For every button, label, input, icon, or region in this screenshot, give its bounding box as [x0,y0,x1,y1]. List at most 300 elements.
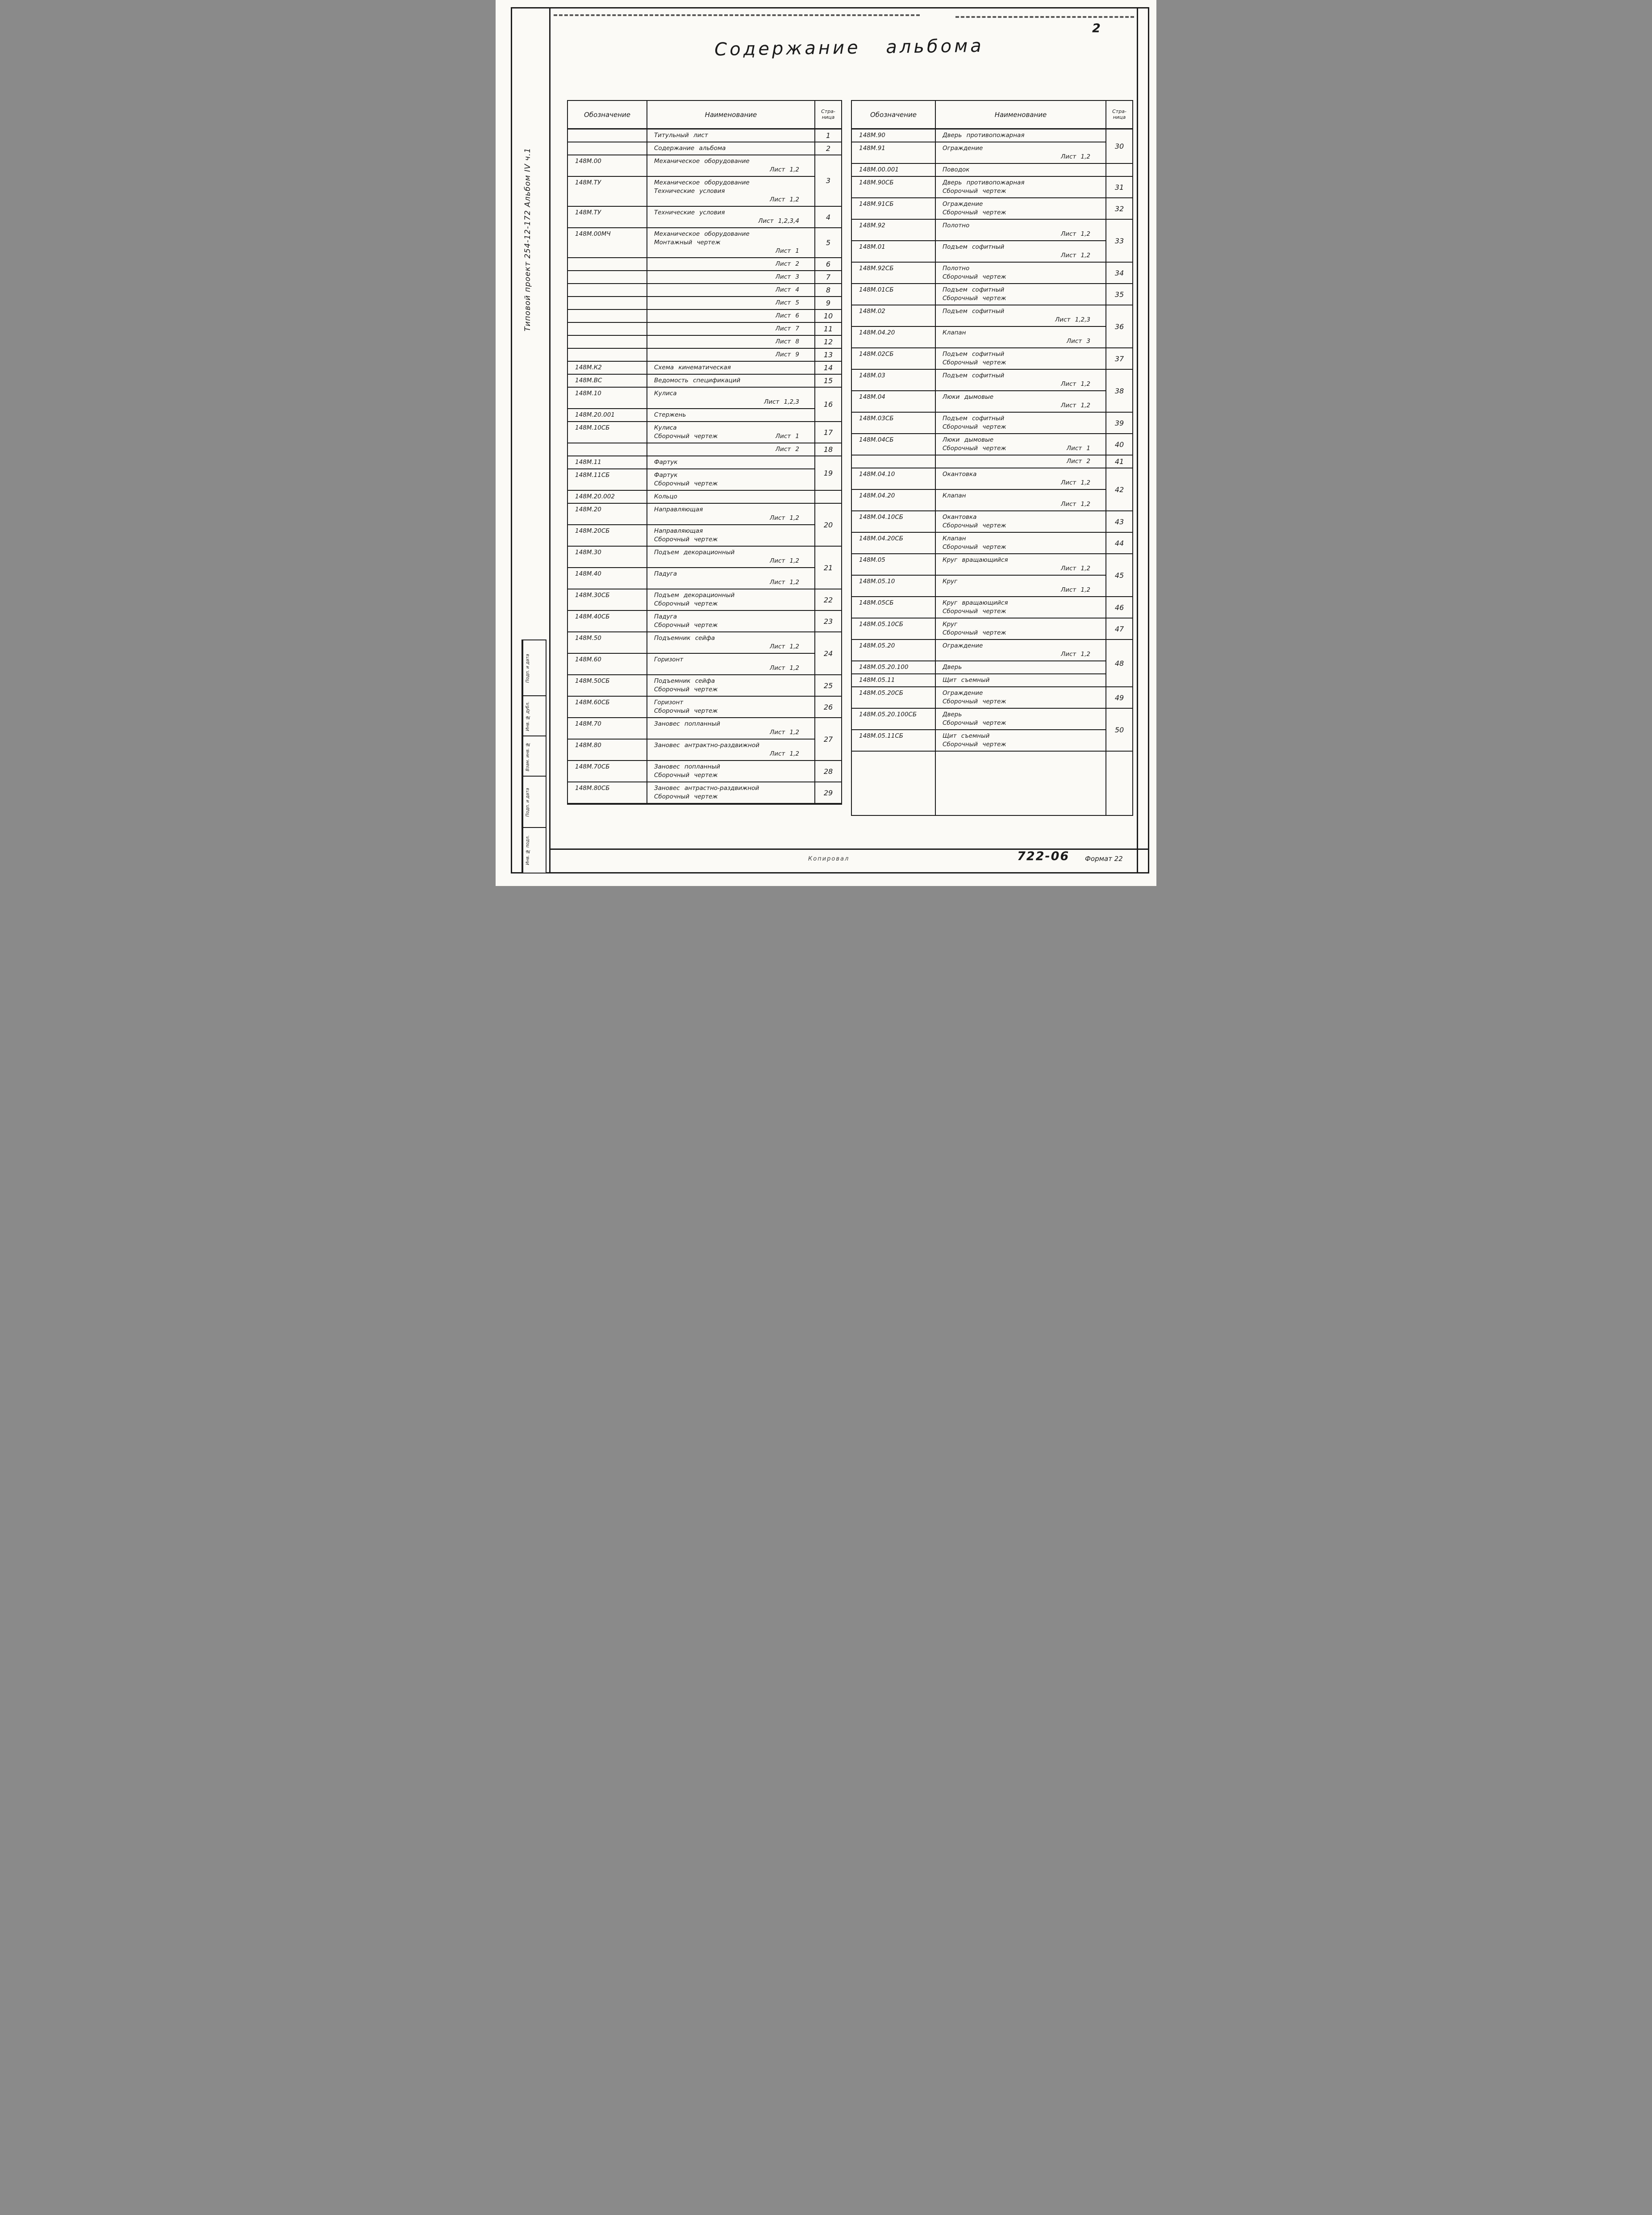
name-text: Люки дымовые [943,436,994,443]
name-cell [936,730,1106,752]
sheet-ref-text: Лист 3 [775,273,799,280]
name-line [943,307,1101,316]
name-line [943,444,1101,453]
name-line [654,364,810,372]
name-text: Ограждение [943,642,983,649]
name-text: Подъем софитный [943,286,1005,293]
name-cell [647,409,815,422]
designation-cell [568,323,647,336]
name-cell [936,198,1106,220]
name-line [654,312,810,320]
name-cell [936,142,1106,164]
name-cell [936,709,1106,730]
name-cell [647,130,815,142]
name-line [943,401,1101,410]
page-number-cell: 10 [815,310,841,323]
name-line [654,273,810,281]
name-line [943,663,1101,672]
sheet-ref-text: Лист 8 [775,338,799,345]
page-number-cell: 11 [815,323,841,336]
designation-cell: 148М.04.20 [852,327,936,348]
page-number-cell: 35 [1106,284,1132,305]
name-line [654,643,810,651]
designation-cell [568,258,647,271]
page-number-cell: 2 [815,142,841,155]
stamp-box-sign-date-2 [521,776,546,829]
page-number-cell: 12 [815,336,841,349]
name-cell [647,155,815,177]
name-cell [936,370,1106,391]
name-cell [647,388,815,409]
name-cell [647,456,815,469]
name-cell [936,597,1106,619]
name-text: Сборочный чертеж [943,188,1006,195]
designation-cell: 148М.70СБ [568,761,647,782]
name-cell [936,511,1106,533]
name-line [654,325,810,333]
stamp-label: Подп. и дата [522,640,532,696]
designation-cell [568,142,647,155]
name-text: Дверь противопожарная [943,132,1025,139]
name-text: Горизонт [654,699,684,706]
footer-format-label: Формат 22 [1085,855,1123,863]
name-line [654,656,810,664]
name-line [943,586,1101,594]
name-text: Сборочный чертеж [943,543,1006,551]
name-line [943,230,1101,238]
designation-cell: 148М.03СБ [852,413,936,434]
name-cell [647,177,815,207]
sheet-ref-text: Лист 9 [775,351,799,358]
page-number-cell: 34 [1106,263,1132,284]
name-cell [647,258,815,271]
designation-cell: 148М.05СБ [852,597,936,619]
name-line [943,719,1101,727]
page-number-cell: 7 [815,271,841,284]
name-line [943,492,1101,500]
name-line [654,131,810,140]
name-cell [936,164,1106,177]
name-cell [647,740,815,761]
name-line [943,620,1101,629]
name-line [654,728,810,737]
name-cell [936,456,1106,468]
name-text: Технические условия [654,188,725,195]
designation-cell: 148М.11СБ [568,469,647,491]
page-number-cell: 33 [1106,220,1132,263]
designation-cell: 148М.40СБ [568,611,647,632]
name-line [654,793,810,801]
name-text: Подъем софитный [943,308,1005,315]
name-cell [647,323,815,336]
page-number-cell: 32 [1106,198,1132,220]
page-number-cell: 25 [815,675,841,697]
name-line [654,771,810,780]
name-text: Сборочный чертеж [943,295,1006,302]
name-line [654,613,810,621]
name-line [943,470,1101,479]
name-text: Ограждение [943,201,983,208]
name-line [654,664,810,673]
name-cell [647,761,815,782]
sheet-number: 2 [1092,21,1101,35]
name-text: Окантовка [943,471,977,478]
designation-cell: 148М.00МЧ [568,228,647,258]
designation-cell: 148М.50 [568,632,647,654]
name-line [943,380,1101,389]
name-cell [936,130,1106,142]
name-line [943,698,1101,706]
page-number-cell: 14 [815,362,841,375]
name-text: Механическое оборудование [654,230,750,238]
name-line [654,179,810,187]
name-line [654,600,810,608]
sheet-ref-text: Лист 1,2 [1061,380,1090,388]
name-text: Сборочный чертеж [943,741,1006,748]
contents-table-left [567,100,842,805]
page-number-cell: 42 [1106,468,1132,511]
designation-cell [568,443,647,456]
name-text: Сборочный чертеж [943,273,1006,280]
designation-cell: 148М.04.10СБ [852,511,936,533]
designation-cell [568,336,647,349]
designation-cell: 148М.11 [568,456,647,469]
sheet-ref-text: Лист 1,2 [770,729,799,736]
name-cell [936,220,1106,241]
name-line [943,629,1101,637]
name-cell [936,327,1106,348]
name-line [943,350,1101,359]
column-header-designation: Обозначение [852,101,936,130]
name-cell [936,413,1106,434]
footer-document-number: 722-06 [1017,849,1070,863]
name-line [654,217,810,226]
designation-cell: 148М.03 [852,370,936,391]
sheet-ref-text: Лист 1 [775,433,799,440]
name-line [943,710,1101,719]
name-line [654,698,810,707]
page-number-cell: 4 [815,207,841,228]
name-cell [647,568,815,589]
name-line [943,642,1101,650]
name-line [943,556,1101,564]
name-line [654,424,810,432]
name-line [943,166,1101,174]
name-line [654,144,810,153]
stamp-box-vzam-inv [521,736,546,777]
name-cell [647,611,815,632]
name-line [654,763,810,771]
designation-cell [852,456,936,468]
name-line [943,479,1101,487]
name-cell [936,391,1106,413]
name-cell [647,142,815,155]
name-cell [647,632,815,654]
name-line [943,153,1101,161]
page-number-cell [815,491,841,504]
name-text: Клапан [943,535,966,542]
name-line [943,273,1101,281]
name-line [654,458,810,467]
designation-cell: 148М.20.002 [568,491,647,504]
name-text: Сборочный чертеж [943,522,1006,529]
page-number-cell: 49 [1106,687,1132,709]
sheet-ref-text: Лист 1,2,3,4 [758,217,799,225]
name-text: Ограждение [943,145,983,152]
name-cell [936,576,1106,597]
name-line [654,677,810,685]
name-line [943,564,1101,573]
name-text: Сборочный чертеж [943,608,1006,615]
name-line [943,200,1101,209]
name-text: Сборочный чертеж [943,359,1006,366]
name-line [654,741,810,750]
sheet-ref-text: Лист 1,2 [770,664,799,672]
name-line [943,607,1101,616]
name-line [654,196,810,204]
name-line [654,570,810,578]
name-line [654,445,810,454]
name-line [654,411,810,419]
page-number-cell: 41 [1106,456,1132,468]
name-line [943,577,1101,586]
name-text: Схема кинематическая [654,364,731,371]
page-number-cell: 3 [815,155,841,207]
name-line [654,286,810,294]
name-text: Кулиса [654,390,677,397]
name-line [654,578,810,587]
name-line [654,750,810,758]
sheet-ref-text: Лист 1 [1066,445,1090,452]
name-text: Круг [943,621,958,628]
page-number-cell: 43 [1106,511,1132,533]
designation-cell: 148М.02СБ [852,348,936,370]
sheet-ref-text: Лист 1,2 [1061,479,1090,486]
sheet-ref-text: Лист 1,2 [770,750,799,757]
designation-cell: 148М.05.20.100 [852,661,936,674]
name-line [943,359,1101,367]
page-number-cell: 47 [1106,619,1132,640]
name-cell [936,348,1106,370]
sheet-ref-text: Лист 1,2 [770,643,799,650]
name-line [943,753,1101,762]
name-cell [647,297,815,310]
name-cell [936,687,1106,709]
name-line [654,351,810,359]
designation-cell [568,349,647,362]
page-number-cell: 17 [815,422,841,443]
sheet-ref-text: Лист 1,2 [1061,501,1090,508]
name-text: Сборочный чертеж [654,793,718,800]
sheet-ref-text: Лист 5 [775,299,799,306]
designation-cell: 148М.05.10 [852,576,936,597]
sheet-ref-text: Лист 6 [775,312,799,319]
designation-cell: 148М.70 [568,718,647,740]
page-number-cell: 18 [815,443,841,456]
page-number-cell: 8 [815,284,841,297]
stamp-box-sign-date-1 [521,639,546,697]
designation-cell: 148М.10 [568,388,647,409]
left-margin-divider-line [549,7,551,872]
page-number-cell: 6 [815,258,841,271]
stamp-label: Инв. № дубл. [522,696,532,736]
scanned-document-page [496,0,1156,886]
sheet-ref-text: Лист 1,2 [1061,651,1090,658]
name-line [654,527,810,535]
name-line [654,480,810,488]
designation-cell [568,310,647,323]
sheet-ref-text: Лист 1,2 [1061,402,1090,409]
designation-cell: 148М.ТУ [568,207,647,228]
name-text: Направляющая [654,527,703,535]
name-text: Кулиса [654,424,677,431]
designation-cell: 148М.05.11СБ [852,730,936,752]
column-header-name: Наименование [936,101,1106,130]
name-line [943,294,1101,303]
designation-cell: 148М.00.001 [852,164,936,177]
name-cell [936,752,1106,815]
name-text: Щит съемный [943,677,990,684]
name-text: Фартук [654,459,678,466]
designation-cell: 148М.04.20СБ [852,533,936,554]
name-text: Сборочный чертеж [654,772,718,779]
name-cell [936,674,1106,687]
page-number-cell: 30 [1106,130,1132,164]
name-text: Полотно [943,265,970,272]
name-cell [936,305,1106,327]
designation-cell: 148М.05.11 [852,674,936,687]
name-text: Подъем софитный [943,415,1005,422]
designation-cell [852,752,936,815]
name-text: Дверь [943,711,962,718]
name-text: Сборочный чертеж [943,629,1006,636]
designation-cell: 148М.30СБ [568,589,647,611]
sheet-ref-text: Лист 2 [1066,458,1090,465]
name-text: Технические условия [654,209,725,216]
sheet-ref-text: Лист 4 [775,286,799,293]
designation-cell: 148М.05.20.100СБ [852,709,936,730]
stamp-empty-field [532,640,546,696]
name-line [654,548,810,557]
name-text: Сборочный чертеж [943,423,1006,430]
designation-cell [568,284,647,297]
sheet-ref-text: Лист 2 [775,260,799,267]
designation-cell [568,297,647,310]
name-line [943,676,1101,685]
stamp-empty-field [532,828,546,873]
name-cell [647,284,815,297]
designation-cell: 148М.92 [852,220,936,241]
name-text: Сборочный чертеж [943,698,1006,705]
name-cell [936,263,1106,284]
page-number-cell: 38 [1106,370,1132,413]
name-line [654,230,810,238]
name-line [943,436,1101,444]
name-line [654,238,810,247]
side-project-label: Типовой проект 254-12-172 Альбом IV ч.1 [523,147,532,331]
name-cell [647,362,815,375]
name-line [654,591,810,600]
name-text: Содержание альбома [654,145,726,152]
designation-cell: 148М.04 [852,391,936,413]
page-number-cell: 31 [1106,177,1132,198]
name-cell [936,554,1106,576]
page-number-cell [1106,752,1132,815]
designation-cell: 148М.05.20СБ [852,687,936,709]
page-number-cell: 13 [815,349,841,362]
name-cell [647,469,815,491]
page-number-cell [1106,164,1132,177]
stamp-box-inv-dubl [521,695,546,737]
name-line [943,316,1101,324]
name-text: Кольцо [654,493,677,500]
name-text: Сборочный чертеж [654,480,718,487]
sheet-ref-text: Лист 1,2 [770,196,799,203]
name-text: Падуга [654,570,677,577]
name-text: Окантовка [943,514,977,521]
name-line [943,513,1101,522]
name-line [654,166,810,174]
sheet-ref-text: Лист 1,2,3 [764,398,799,405]
designation-cell: 148М.80 [568,740,647,761]
sheet-ref-text: Лист 1,2 [1061,252,1090,259]
name-text: Подъемник сейфа [654,677,715,685]
designation-cell: 148М.91СБ [852,198,936,220]
name-line [943,650,1101,659]
page-number-cell: 48 [1106,640,1132,687]
name-cell [647,491,815,504]
designation-cell: 148М.20СБ [568,525,647,547]
page-title: Содержание альбома [714,35,985,60]
name-line [943,337,1101,346]
name-text: Сборочный чертеж [654,707,718,715]
sheet-ref-text: Лист 1 [775,247,799,255]
name-text: Зановес антрактно-раздвижной [654,742,759,749]
name-line [943,740,1101,749]
name-cell [647,589,815,611]
designation-cell: 148М.50СБ [568,675,647,697]
name-text: Подъемник сейфа [654,635,715,642]
sheet-ref-text: Лист 1,2 [1061,153,1090,160]
name-line [654,187,810,196]
designation-cell [568,271,647,284]
contents-table-right [851,100,1133,816]
scan-artifact [554,14,920,16]
name-text: Сборочный чертеж [654,536,718,543]
name-cell [647,675,815,697]
name-line [943,414,1101,423]
name-line [943,187,1101,196]
sheet-ref-text: Лист 1,2 [1061,230,1090,238]
page-number-cell: 24 [815,632,841,675]
designation-cell: 148М.ТУ [568,177,647,207]
designation-cell: 148М.60 [568,654,647,675]
scan-artifact [955,16,1134,18]
page-number-cell: 28 [815,761,841,782]
name-cell [647,547,815,568]
name-text: Фартук [654,472,678,479]
sheet-ref-text: Лист 7 [775,325,799,332]
name-cell [936,661,1106,674]
name-line [943,535,1101,543]
name-cell [936,468,1106,490]
name-text: Монтажный чертеж [654,239,721,246]
designation-cell: 148М.91 [852,142,936,164]
name-cell [647,207,815,228]
name-line [943,243,1101,251]
name-cell [936,241,1106,263]
name-cell [647,504,815,525]
